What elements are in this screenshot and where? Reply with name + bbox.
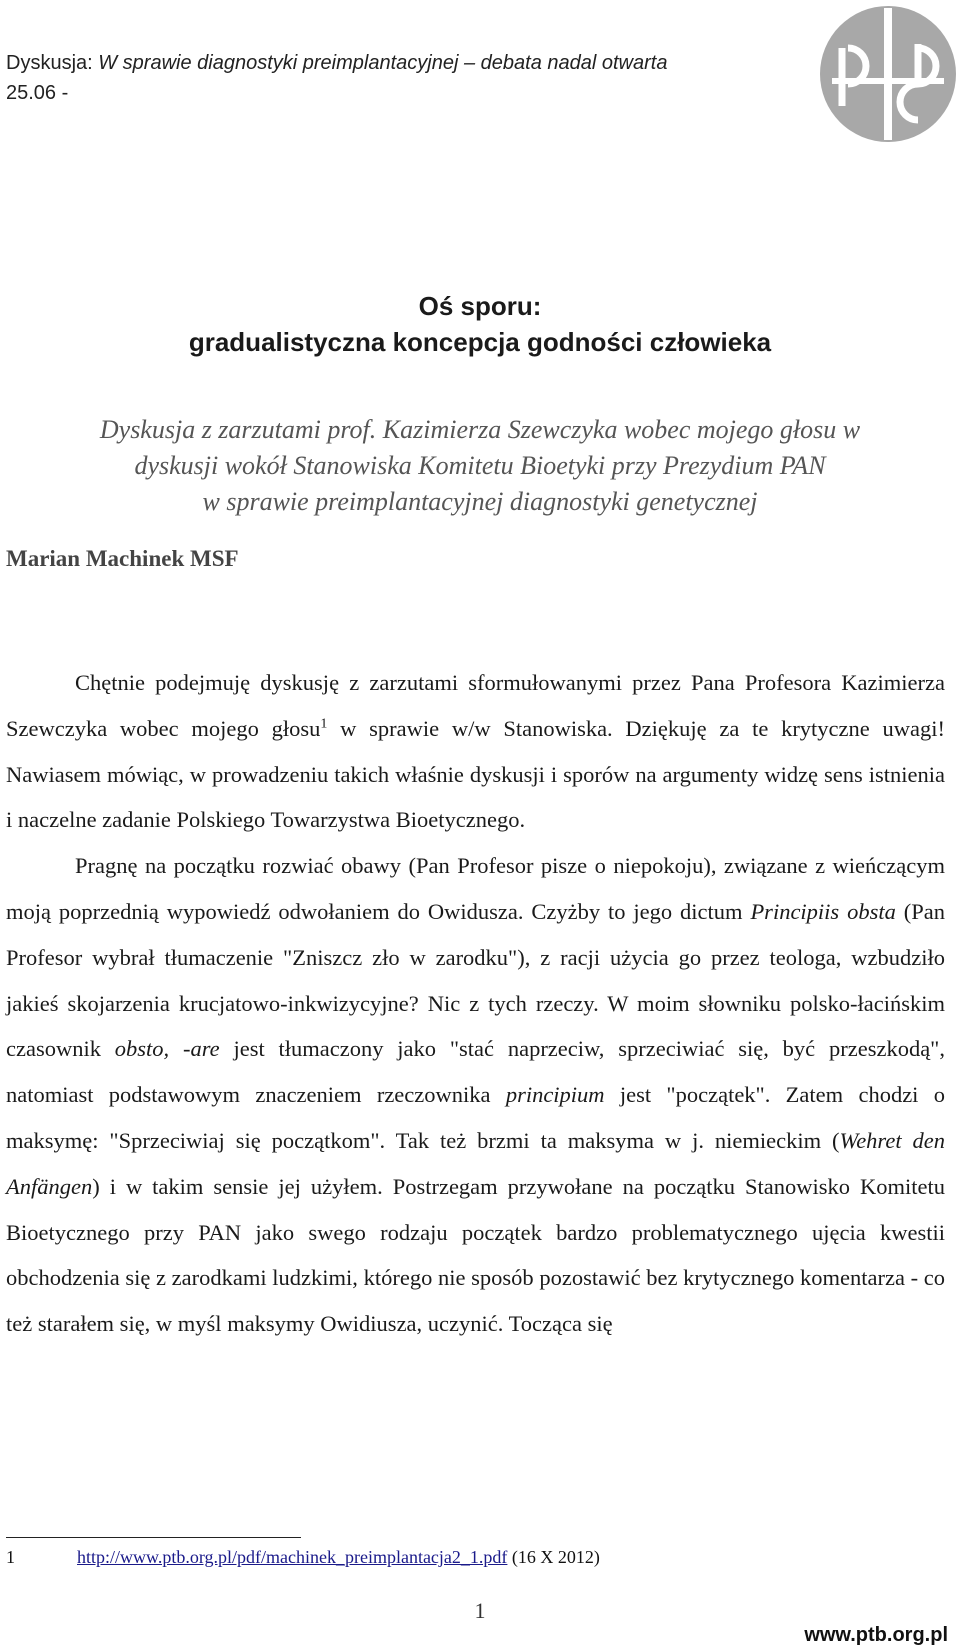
footnote-divider bbox=[6, 1537, 301, 1538]
paragraph-2 bbox=[6, 843, 945, 1347]
p2-italic-obsto: obsto, -are bbox=[114, 1036, 220, 1062]
paragraph-1 bbox=[6, 660, 945, 843]
article-title bbox=[0, 288, 960, 360]
p2-text-d: jest "początek". Zatem chodzi o maksymę: "Sprzeciwiaj się początkom". Tak też brzmi ta maksyma w j. niemieckim ( bbox=[6, 1082, 945, 1153]
footnote bbox=[6, 1547, 600, 1568]
title-line-1: Oś sporu: bbox=[418, 291, 542, 321]
p1-text-b: w sprawie w/w Stanowiska. Dziękuję za te krytyczne uwagi! Nawiasem mówiąc, w prowadzeniu takich właśnie dyskusji i sporów na argumenty widzę sens istnienia i naczelne zadanie Polskiego Towarzystwa Bioetycznego. bbox=[6, 715, 945, 833]
p2-text-c: jest tłumaczony jako "stać naprzeciw, sprzeciwiać się, być przeszkodą", natomiast podstawowym znaczeniem rzeczownika bbox=[6, 1036, 945, 1108]
footnote-date: (16 X 2012) bbox=[507, 1547, 600, 1567]
document-header bbox=[6, 48, 667, 108]
p2-italic-principium: principium bbox=[505, 1082, 605, 1108]
site-url: www.ptb.org.pl bbox=[804, 1624, 948, 1646]
p1-text-a: Chętnie podejmuję dyskusję z zarzutami sformułowanymi przez Pana Profesora Kazimierza Szewczyka wobec mojego głosu bbox=[6, 670, 945, 741]
p2-text-e: ) i w takim sensie jej użyłem. Postrzegam przywołane na początku Stanowisko Komitetu Bioetycznego przy PAN jako swego rodzaju początek bardzo problematycznego ujęcia kwestii obchodzenia się z zarodkami ludzkimi, którego nie sposób pozostawić bez krytycznego komentarza - co też starałem się, w myśl maksymy Owidiusza, uczynić. Tocząca się bbox=[6, 1173, 945, 1337]
page-number: 1 bbox=[474, 1598, 486, 1623]
header-line-1 bbox=[6, 48, 667, 78]
footnote-number: 1 bbox=[6, 1547, 15, 1567]
p2-italic-principiis: Principiis obsta bbox=[750, 898, 896, 924]
author-name: Marian Machinek MSF bbox=[6, 546, 239, 571]
title-line-2: gradualistyczna koncepcja godności człowieka bbox=[188, 327, 772, 357]
article-subtitle bbox=[0, 412, 960, 520]
ptb-logo-icon bbox=[818, 4, 958, 144]
footnote-link[interactable]: http://www.ptb.org.pl/pdf/machinek_preimplantacja2_1.pdf bbox=[77, 1547, 508, 1567]
header-topic: W sprawie diagnostyki preimplantacyjnej – debata nadal otwarta bbox=[98, 52, 668, 74]
footnote-ref[interactable]: 1 bbox=[320, 716, 328, 732]
header-date: 25.06 - bbox=[6, 82, 69, 104]
p2-text-b: (Pan Profesor wybrał tłumaczenie "Zniszcz zło w zarodku"), z racji użycia go przez teologa, wzbudziło jakieś skojarzenia krucjatowo-inkwizycyjne? Nic z tych rzeczy. W moim słowniku polsko-łacińskim czasownik bbox=[6, 898, 945, 1062]
subtitle-line-2: dyskusji wokół Stanowiska Komitetu Bioetyki przy Prezydium PAN bbox=[134, 451, 826, 480]
subtitle-line-1: Dyskusja z zarzutami prof. Kazimierza Szewczyka wobec mojego głosu w bbox=[99, 415, 861, 444]
p2-text-a: Pragnę na początku rozwiać obawy (Pan Profesor pisze o niepokoju), związane z wieńczącym moją poprzednią wypowiedź odwołaniem do Owidusza. Czyżby to jego dictum bbox=[6, 853, 945, 924]
article-body bbox=[6, 660, 945, 1347]
p2-italic-wehret: Wehret den Anfängen bbox=[6, 1127, 946, 1199]
subtitle-line-3: w sprawie preimplantacyjnej diagnostyki genetycznej bbox=[202, 487, 758, 516]
header-prefix: Dyskusja: bbox=[6, 52, 99, 74]
